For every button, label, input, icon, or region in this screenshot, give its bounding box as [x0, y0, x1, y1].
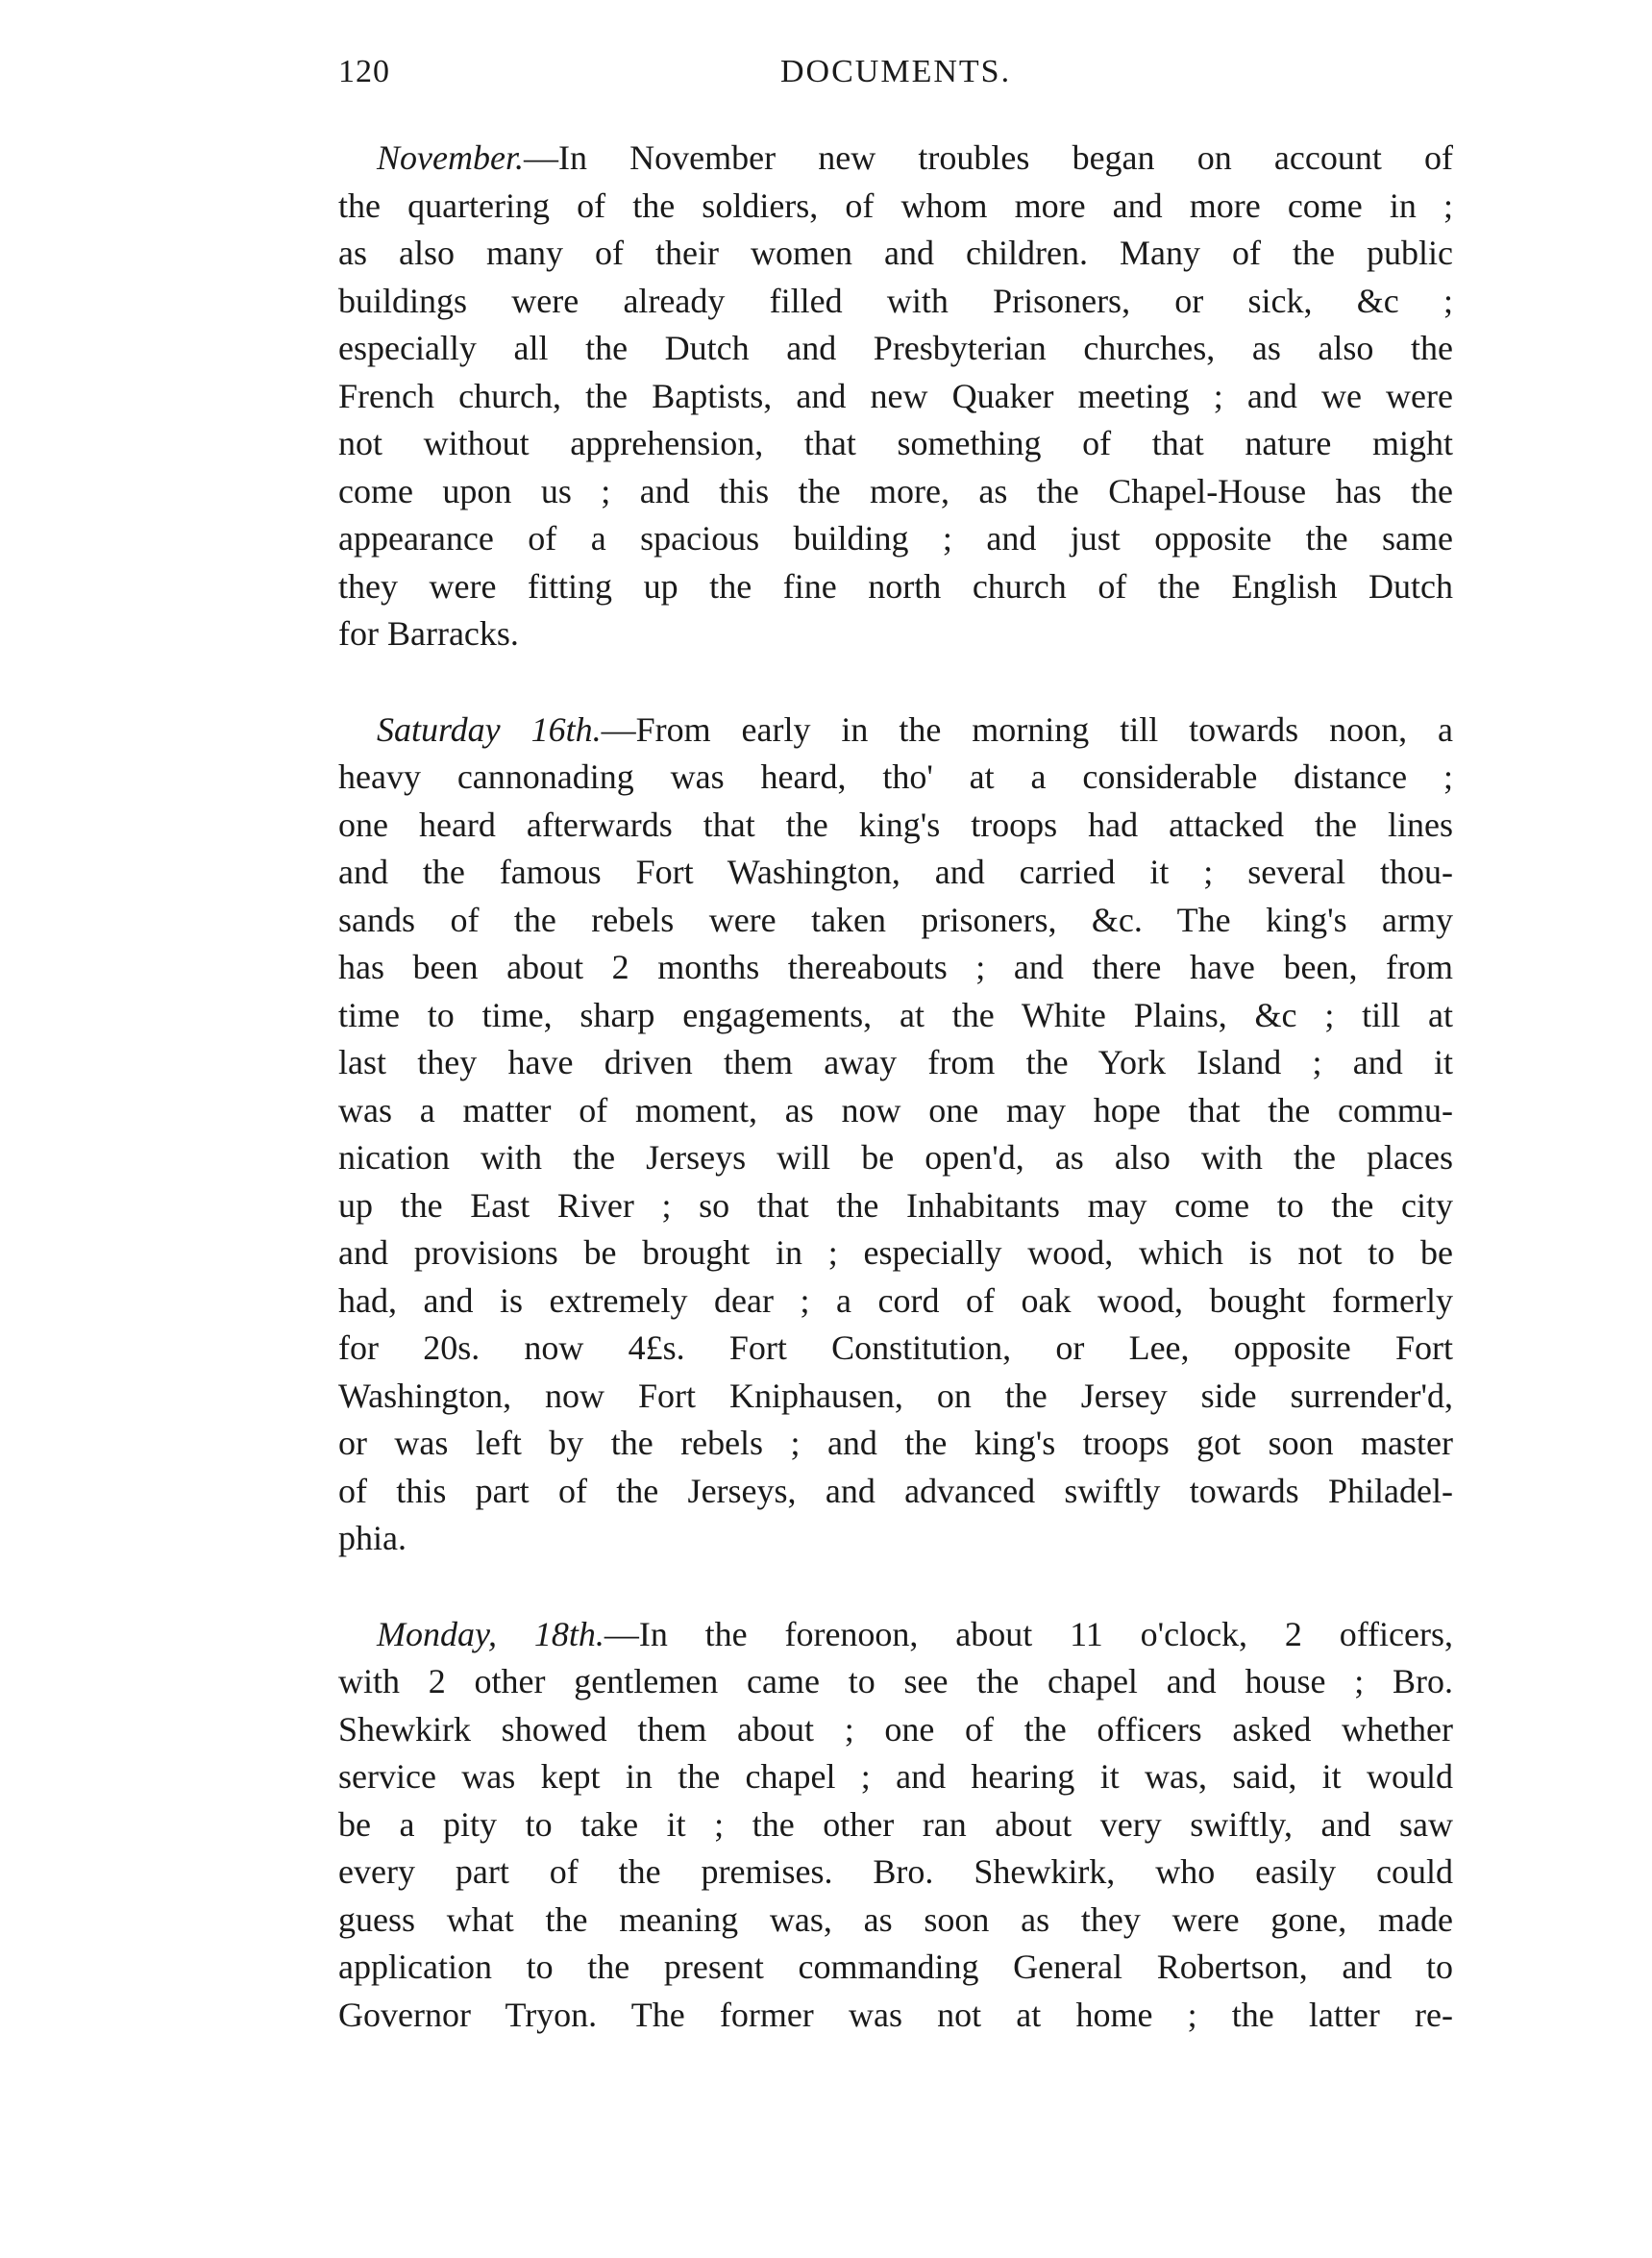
text-line: or was left by the rebels ; and the king's troops got soon master: [338, 1424, 1453, 1462]
text-line: they were fitting up the fine north church of the English Dutch: [338, 566, 1453, 606]
date-lead: Saturday 16th.: [377, 709, 602, 749]
text-line: Shewkirk showed them about ; one of the officers asked whether: [338, 1709, 1453, 1749]
lead-text: —From early in the morning till towards noon, a: [601, 709, 1453, 749]
text-line: the quartering of the soldiers, of whom more and more come in ;: [338, 186, 1453, 225]
text-line: appearance of a spacious building ; and just opposite the same: [338, 519, 1453, 558]
text-line: every part of the premises. Bro. Shewkirk, who easily could: [338, 1852, 1453, 1891]
text-line: French church, the Baptists, and new Quaker meeting ; and we were: [338, 376, 1453, 415]
paragraph-first-line: [338, 707, 1453, 755]
paragraph-november: [338, 135, 1453, 658]
text-line: has been about 2 months thereabouts ; and there have been, from: [338, 948, 1453, 986]
text-line: up the East River ; so that the Inhabitants may come to the city: [338, 1185, 1453, 1225]
text-line: service was kept in the chapel ; and hearing it was, said, it would: [338, 1757, 1453, 1796]
page-header: [338, 54, 1453, 102]
text-line: was a matter of moment, as now one may hope that the commu-: [338, 1090, 1453, 1129]
text-line: last they have driven them away from the York Island ; and it: [338, 1043, 1453, 1081]
text-line: nication with the Jerseys will be open'd, as also with the places: [338, 1138, 1453, 1177]
text-line: Washington, now Fort Kniphausen, on the Jersey side surrender'd,: [338, 1376, 1453, 1415]
date-lead: November.: [377, 138, 524, 177]
text-line: for Barracks.: [338, 614, 519, 653]
text-line: had, and is extremely dear ; a cord of oak wood, bought formerly: [338, 1280, 1453, 1320]
running-head: DOCUMENTS.: [780, 54, 1012, 89]
text-line: and provisions be brought in ; especially wood, which is not to be: [338, 1233, 1453, 1272]
text-line: time to time, sharp engagements, at the White Plains, &c ; till at: [338, 995, 1453, 1034]
text-line: sands of the rebels were taken prisoners, &c. The king's army: [338, 900, 1453, 939]
text-line: one heard afterwards that the king's troops had attacked the lines: [338, 805, 1453, 844]
text-line: buildings were already filled with Prisoners, or sick, &c ;: [338, 281, 1453, 320]
paragraph-first-line: [338, 135, 1453, 183]
text-line: phia.: [338, 1519, 407, 1557]
text-line: be a pity to take it ; the other ran about very swiftly, and saw: [338, 1804, 1453, 1844]
text-line: for 20s. now 4£s. Fort Constitution, or Lee, opposite Fort: [338, 1328, 1453, 1367]
text-line: as also many of their women and children. Many of the public: [338, 234, 1453, 272]
text-line: come upon us ; and this the more, as the Chapel-House has the: [338, 471, 1453, 510]
text-line: application to the present commanding General Robertson, and to: [338, 1948, 1453, 1986]
page-number: 120: [338, 54, 390, 89]
lead-text: —In the forenoon, about 11 o'clock, 2 officers,: [604, 1614, 1454, 1653]
body-text: [338, 135, 1453, 2087]
date-lead: Monday, 18th.: [377, 1614, 604, 1653]
text-line: Governor Tryon. The former was not at home ; the latter re-: [338, 1995, 1453, 2034]
text-line: not without apprehension, that something of that nature might: [338, 424, 1453, 462]
paragraph-first-line: [338, 1611, 1453, 1659]
text-line: guess what the meaning was, as soon as they were gone, made: [338, 1899, 1453, 1939]
text-line: with 2 other gentlemen came to see the chapel and house ; Bro.: [338, 1662, 1453, 1700]
text-line: and the famous Fort Washington, and carried it ; several thou-: [338, 853, 1453, 891]
lead-text: —In November new troubles began on account of: [523, 138, 1453, 177]
text-line: especially all the Dutch and Presbyterian churches, as also the: [338, 329, 1453, 367]
text-line: of this part of the Jerseys, and advanced swiftly towards Philadel-: [338, 1471, 1453, 1510]
paragraph-saturday-16th: [338, 707, 1453, 1563]
paragraph-monday-18th: [338, 1611, 1453, 2040]
text-line: heavy cannonading was heard, tho' at a considerable distance ;: [338, 757, 1453, 796]
